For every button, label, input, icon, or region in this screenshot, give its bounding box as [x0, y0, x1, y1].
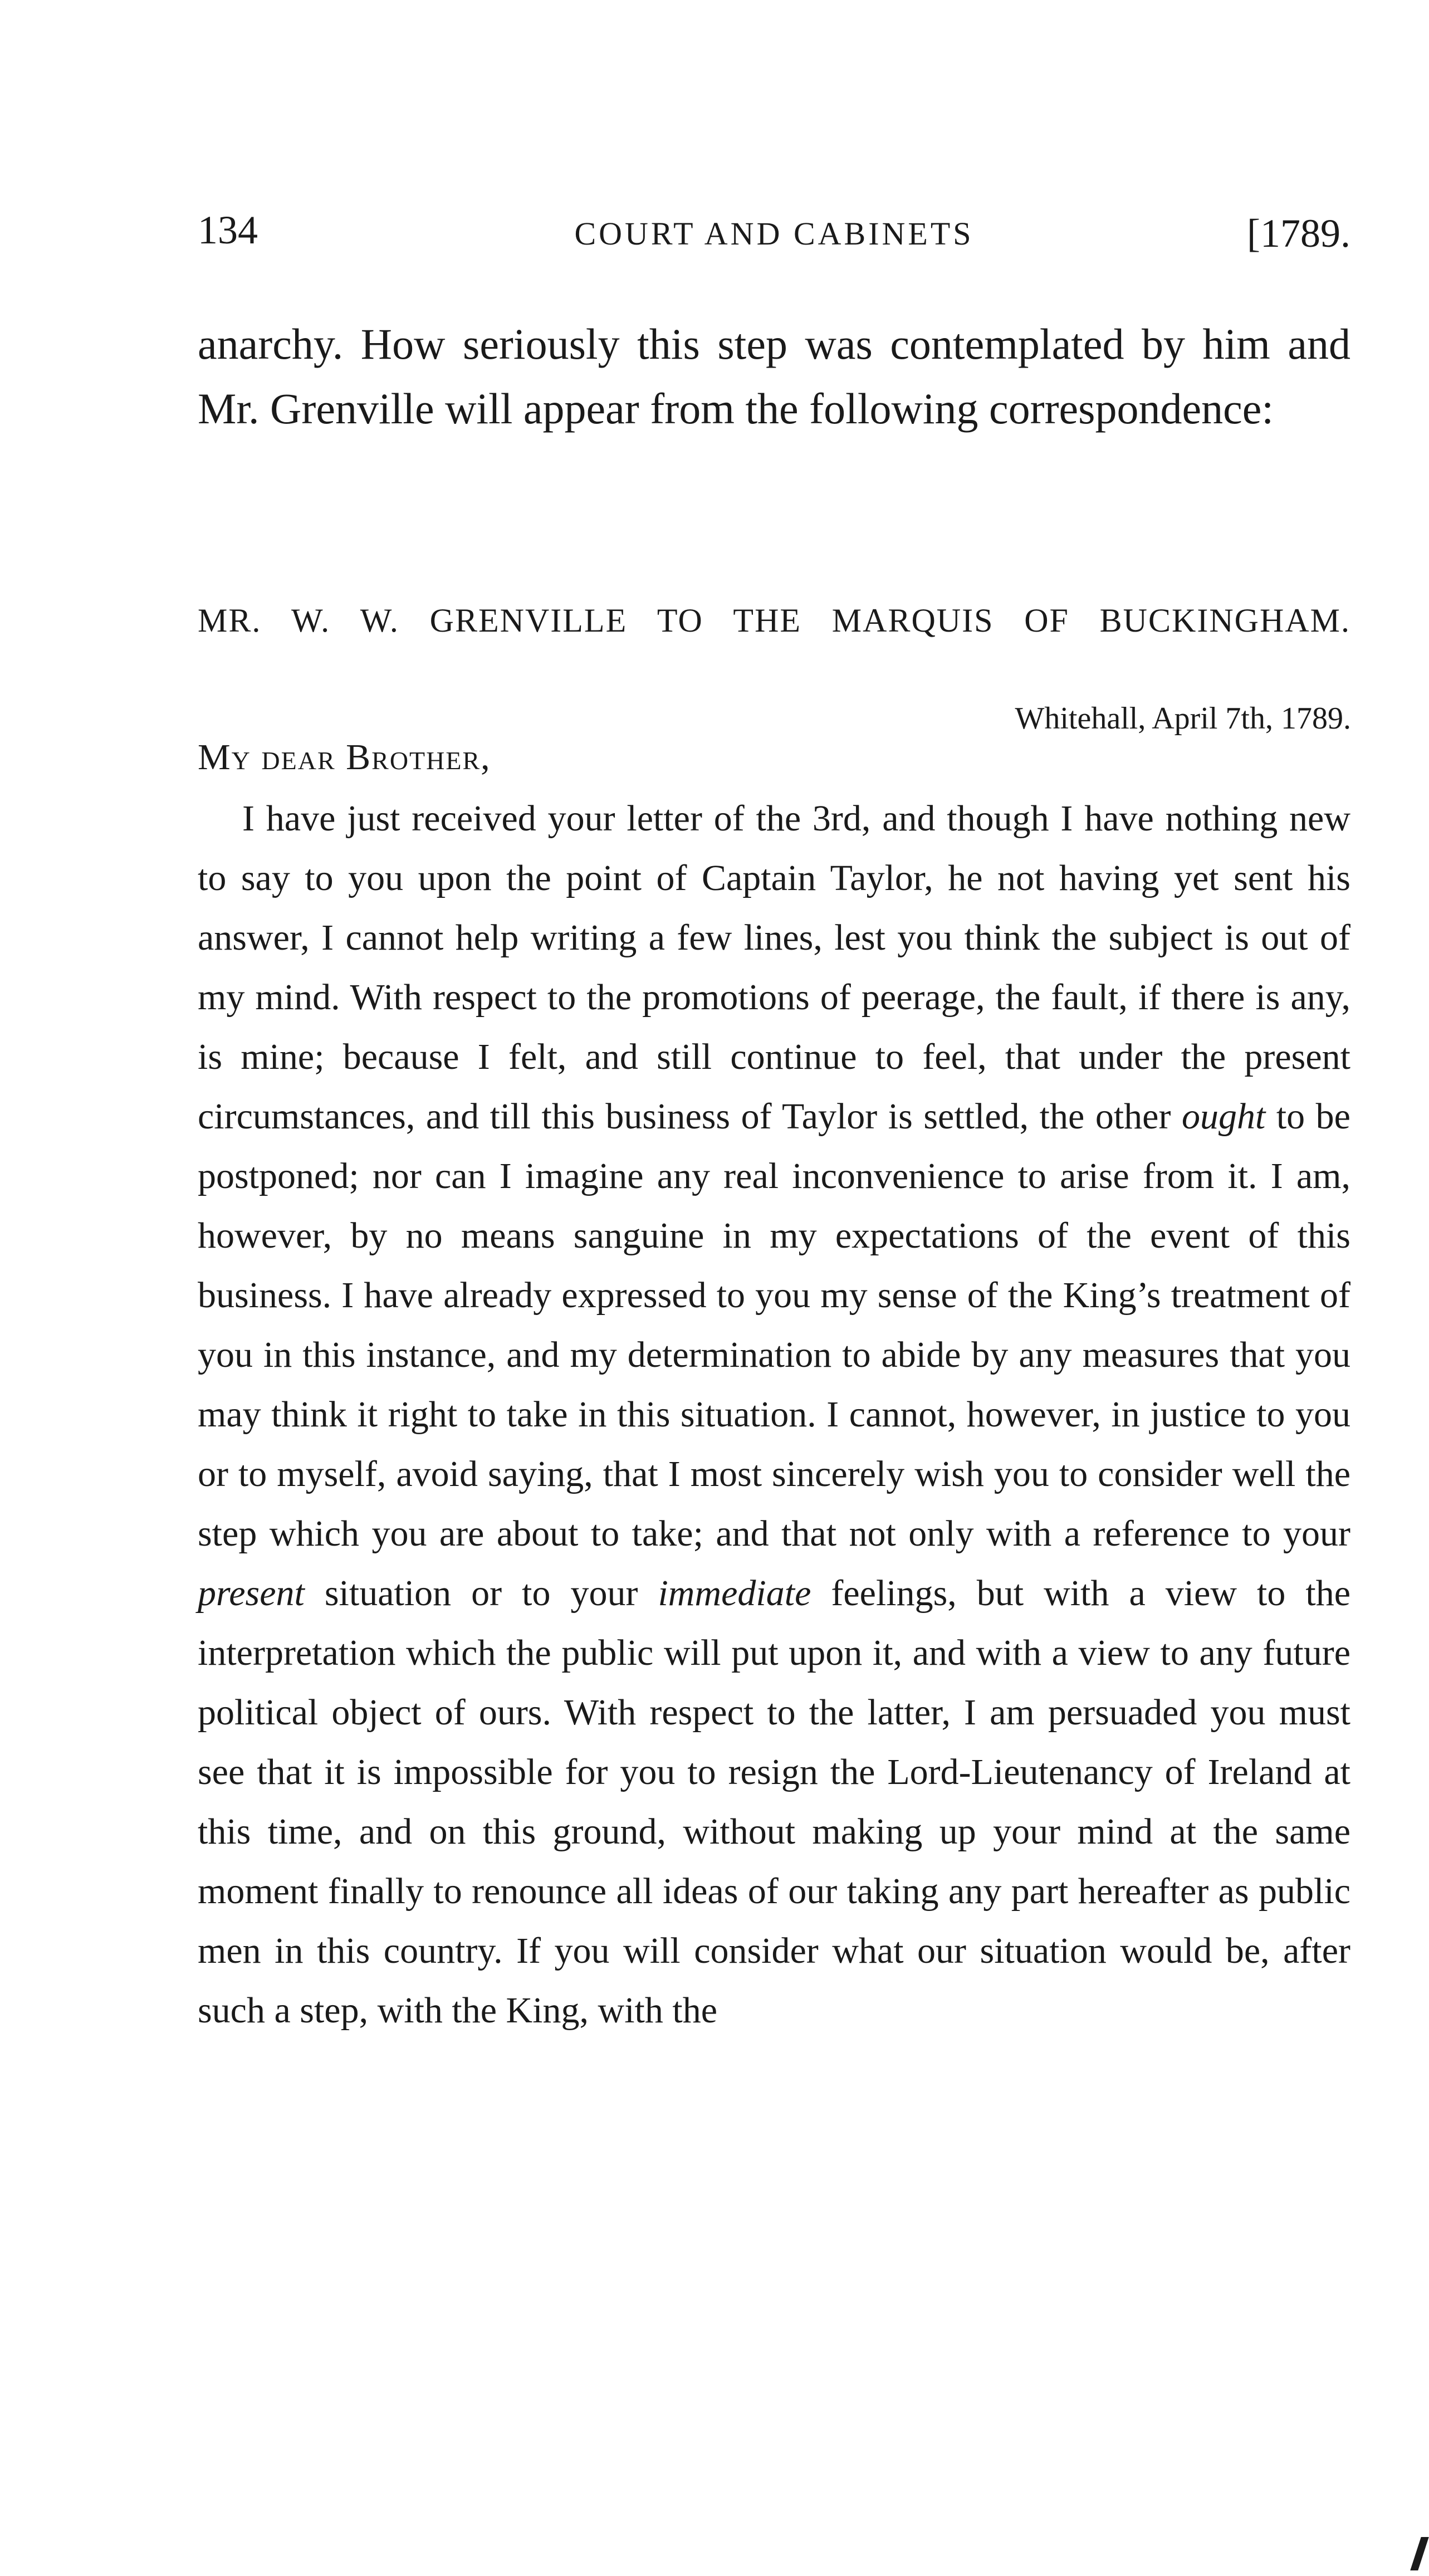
page-number: 134 — [198, 208, 258, 252]
letter-body — [198, 789, 1350, 2040]
letter-body-part-4: feelings, but with a view to the interpretation which the public will put upon it, and with a view to any future political object of ours. With respect to the latter, I am persuaded you must see that it is impossible for you to resign the Lord-Lieutenancy of Ireland at this time, and on this ground, without making up your mind at the same moment finally to renounce all ideas of our taking any part hereafter as public men in this country. If you will consider what our situation would be, after such a step, with the King, with the — [198, 1573, 1350, 2031]
letter-salutation: My dear Brother, — [198, 737, 491, 778]
letter-body-italic-2: present — [198, 1573, 305, 1614]
letter-body-italic-3: immediate — [658, 1573, 811, 1614]
letter-body-part-3: situation or to your — [304, 1573, 658, 1614]
letter-body-italic-1: ought — [1181, 1096, 1266, 1137]
letter-dateline: Whitehall, April 7th, 1789. — [1015, 701, 1351, 736]
running-head — [198, 207, 1350, 263]
running-year: [1789. — [1247, 211, 1350, 256]
letter-body-part-1: I have just received your letter of the 3rd, and though I have nothing new to say to you upon the point of Captain Taylor, he not having yet sent his answer, I cannot help writing a few lines, lest you think the subject is out of my mind. With respect to the promotions of peerage, the fault, if there is any, is mine; because I felt, and still continue to feel, that under the present circumstances, and till this business of Taylor is settled, the other — [198, 798, 1350, 1137]
running-title: COURT AND CABINETS — [574, 216, 974, 252]
letter-heading: MR. W. W. GRENVILLE TO THE MARQUIS OF BUCKINGHAM. — [198, 602, 1350, 639]
letter-body-part-2: to be postponed; nor can I imagine any real inconvenience to arise from it. I am, however, by no means sanguine in my expectations of the event of this business. I have already expressed to you my sense of the King’s treatment of you in this instance, and my determination to abide by any measures that you may think it right to take in this situation. I cannot, however, in justice to you or to myself, avoid saying, that I most sincerely wish you to consider well the step which you are about to take; and that not only with a reference to your — [198, 1096, 1350, 1554]
intro-paragraph: anarchy. How seriously this step was contemplated by him and Mr. Grenville will appear from the following correspondence: — [198, 320, 1350, 433]
page-corner-mark — [1410, 2537, 1428, 2570]
